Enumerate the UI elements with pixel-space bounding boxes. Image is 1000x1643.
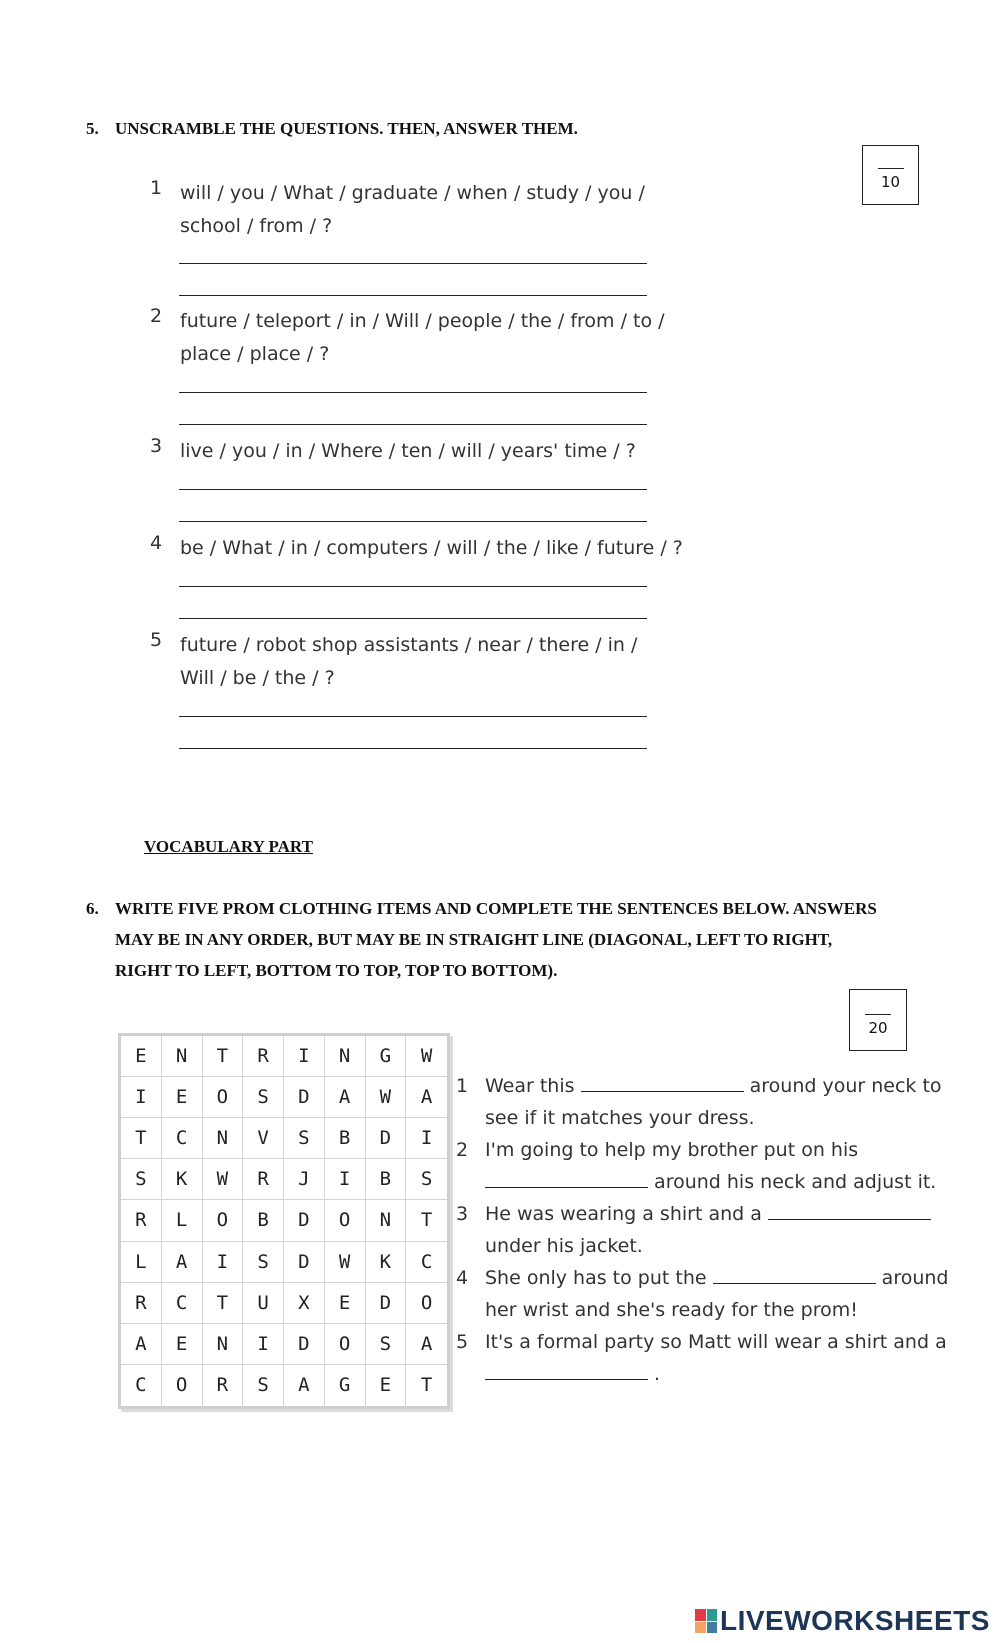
question-number: 3 <box>150 435 163 457</box>
grid-cell[interactable]: T <box>406 1200 447 1241</box>
sentence-4: She only has to put the around <box>485 1267 949 1289</box>
grid-cell[interactable]: I <box>243 1324 284 1365</box>
grid-cell[interactable]: N <box>162 1036 203 1077</box>
word-search-grid <box>118 1033 450 1409</box>
liveworksheets-logo[interactable] <box>695 1605 990 1637</box>
sentence-2: I'm going to help my brother put on his <box>485 1139 859 1161</box>
grid-cell[interactable]: X <box>284 1283 325 1324</box>
grid-cell[interactable]: T <box>203 1283 244 1324</box>
fill-in-blank[interactable] <box>768 1218 931 1220</box>
grid-cell[interactable]: O <box>325 1200 366 1241</box>
question-text: live / you / in / Where / ten / will / years' time / ? <box>180 440 636 462</box>
score-box-section-5 <box>862 145 919 205</box>
grid-cell[interactable]: K <box>366 1242 407 1283</box>
section-6-title: WRITE FIVE PROM CLOTHING ITEMS AND COMPLETE THE SENTENCES BELOW. ANSWERS MAY BE IN ANY ORDER, BUT MAY BE IN STRAIGHT LINE (DIAGONAL, LEFT TO RIGHT, RIGHT TO LEFT, BOTTOM TO TOP, TOP TO BOTTOM). <box>115 899 877 980</box>
grid-cell[interactable]: W <box>406 1036 447 1077</box>
answer-line[interactable] <box>179 748 647 749</box>
grid-cell[interactable]: C <box>121 1365 162 1406</box>
grid-cell[interactable]: B <box>243 1200 284 1241</box>
grid-cell[interactable]: D <box>284 1324 325 1365</box>
question-text: will / you / What / graduate / when / study / you / school / from / ? <box>180 182 645 237</box>
grid-cell[interactable]: G <box>366 1036 407 1077</box>
grid-cell[interactable]: A <box>325 1077 366 1118</box>
answer-line[interactable] <box>179 263 647 264</box>
grid-cell[interactable]: D <box>366 1283 407 1324</box>
logo-icon <box>695 1609 717 1633</box>
fill-in-blank[interactable] <box>581 1090 744 1092</box>
question-number: 5 <box>150 629 163 651</box>
score-box-section-6 <box>849 989 907 1051</box>
grid-cell[interactable]: L <box>121 1242 162 1283</box>
answer-line[interactable] <box>179 716 647 717</box>
section-5-number: 5. <box>86 119 99 138</box>
grid-cell[interactable]: O <box>406 1283 447 1324</box>
answer-line[interactable] <box>179 618 647 619</box>
grid-cell[interactable]: I <box>406 1118 447 1159</box>
grid-cell[interactable]: V <box>243 1118 284 1159</box>
fill-in-blank[interactable] <box>713 1282 876 1284</box>
sentence-3-continued: under his jacket. <box>485 1235 643 1257</box>
sentence-3: He was wearing a shirt and a <box>485 1203 931 1225</box>
grid-cell[interactable]: N <box>325 1036 366 1077</box>
grid-cell[interactable]: W <box>366 1077 407 1118</box>
sentence-5: It's a formal party so Matt will wear a shirt and a <box>485 1331 947 1353</box>
grid-cell[interactable]: R <box>243 1159 284 1200</box>
grid-cell[interactable]: D <box>366 1118 407 1159</box>
sentence-number: 3 <box>456 1203 469 1225</box>
answer-line[interactable] <box>179 521 647 522</box>
grid-cell[interactable]: I <box>121 1077 162 1118</box>
grid-cell[interactable]: E <box>121 1036 162 1077</box>
question-number: 4 <box>150 532 163 554</box>
grid-cell[interactable]: B <box>325 1118 366 1159</box>
fill-in-blank[interactable] <box>485 1186 648 1188</box>
grid-cell[interactable]: I <box>203 1242 244 1283</box>
question-number: 1 <box>150 177 163 199</box>
sentence-1: Wear this around your neck to <box>485 1075 942 1097</box>
sentence-5-continued: . <box>485 1363 660 1385</box>
grid-cell[interactable]: N <box>366 1200 407 1241</box>
grid-cell[interactable]: T <box>203 1036 244 1077</box>
grid-cell[interactable]: T <box>121 1118 162 1159</box>
grid-cell[interactable]: S <box>406 1159 447 1200</box>
grid-cell[interactable]: U <box>243 1283 284 1324</box>
grid-cell[interactable]: R <box>243 1036 284 1077</box>
grid-cell[interactable]: E <box>162 1077 203 1118</box>
grid-cell[interactable]: L <box>162 1200 203 1241</box>
grid-cell[interactable]: C <box>406 1242 447 1283</box>
grid-cell[interactable]: C <box>162 1283 203 1324</box>
grid-cell[interactable]: B <box>366 1159 407 1200</box>
grid-cell[interactable]: D <box>284 1242 325 1283</box>
grid-cell[interactable]: S <box>366 1324 407 1365</box>
sentence-number: 4 <box>456 1267 469 1289</box>
answer-line[interactable] <box>179 295 647 296</box>
grid-cell[interactable]: N <box>203 1324 244 1365</box>
question-text: be / What / in / computers / will / the / like / future / ? <box>180 537 683 559</box>
grid-cell[interactable]: J <box>284 1159 325 1200</box>
vocabulary-heading: VOCABULARY PART <box>144 837 313 856</box>
grid-cell[interactable]: D <box>284 1200 325 1241</box>
grid-cell[interactable]: O <box>203 1200 244 1241</box>
grid-cell[interactable]: E <box>325 1283 366 1324</box>
fill-in-blank[interactable] <box>485 1378 648 1380</box>
grid-cell[interactable]: I <box>325 1159 366 1200</box>
question-number: 2 <box>150 305 163 327</box>
grid-cell[interactable]: S <box>284 1118 325 1159</box>
grid-cell[interactable]: E <box>162 1324 203 1365</box>
grid-cell[interactable]: A <box>406 1077 447 1118</box>
grid-cell[interactable]: S <box>243 1365 284 1406</box>
grid-cell[interactable]: R <box>121 1200 162 1241</box>
grid-cell[interactable]: O <box>203 1077 244 1118</box>
grid-cell[interactable]: S <box>243 1242 284 1283</box>
grid-cell[interactable]: O <box>162 1365 203 1406</box>
grid-cell[interactable]: W <box>325 1242 366 1283</box>
logo-text: LIVEWORKSHEETS <box>720 1605 990 1636</box>
sentence-number: 2 <box>456 1139 469 1161</box>
grid-cell[interactable]: G <box>325 1365 366 1406</box>
sentence-4-continued: her wrist and she's ready for the prom! <box>485 1299 858 1321</box>
grid-cell[interactable]: A <box>406 1324 447 1365</box>
sentence-number: 5 <box>456 1331 469 1353</box>
section-5-title: UNSCRAMBLE THE QUESTIONS. THEN, ANSWER THEM. <box>115 119 578 138</box>
grid-cell[interactable]: R <box>121 1283 162 1324</box>
answer-line[interactable] <box>179 586 647 587</box>
score-value: 20 <box>868 1019 888 1037</box>
grid-cell[interactable]: D <box>284 1077 325 1118</box>
grid-cell[interactable]: S <box>121 1159 162 1200</box>
grid-cell[interactable]: W <box>203 1159 244 1200</box>
answer-line[interactable] <box>179 392 647 393</box>
grid-cell[interactable]: N <box>203 1118 244 1159</box>
question-text: future / robot shop assistants / near / there / in / Will / be / the / ? <box>180 634 638 689</box>
answer-line[interactable] <box>179 489 647 490</box>
grid-cell[interactable]: A <box>284 1365 325 1406</box>
grid-cell[interactable]: T <box>420 1374 433 1397</box>
grid-cell[interactable]: A <box>162 1242 203 1283</box>
grid-cell[interactable]: I <box>284 1036 325 1077</box>
grid-cell[interactable]: E <box>366 1365 407 1406</box>
section-6-number: 6. <box>86 899 99 918</box>
grid-cell[interactable]: A <box>121 1324 162 1365</box>
grid-cell[interactable]: S <box>243 1077 284 1118</box>
grid-cell[interactable]: O <box>325 1324 366 1365</box>
grid-cell[interactable]: C <box>162 1118 203 1159</box>
grid-cell[interactable]: K <box>162 1159 203 1200</box>
answer-line[interactable] <box>179 424 647 425</box>
sentence-number: 1 <box>456 1075 469 1097</box>
grid-cell[interactable]: R <box>203 1365 244 1406</box>
sentence-2-continued: around his neck and adjust it. <box>485 1171 936 1193</box>
sentence-1-continued: see if it matches your dress. <box>485 1107 755 1129</box>
question-text: future / teleport / in / Will / people / the / from / to / place / place / ? <box>180 310 665 365</box>
score-value: 10 <box>880 173 901 191</box>
